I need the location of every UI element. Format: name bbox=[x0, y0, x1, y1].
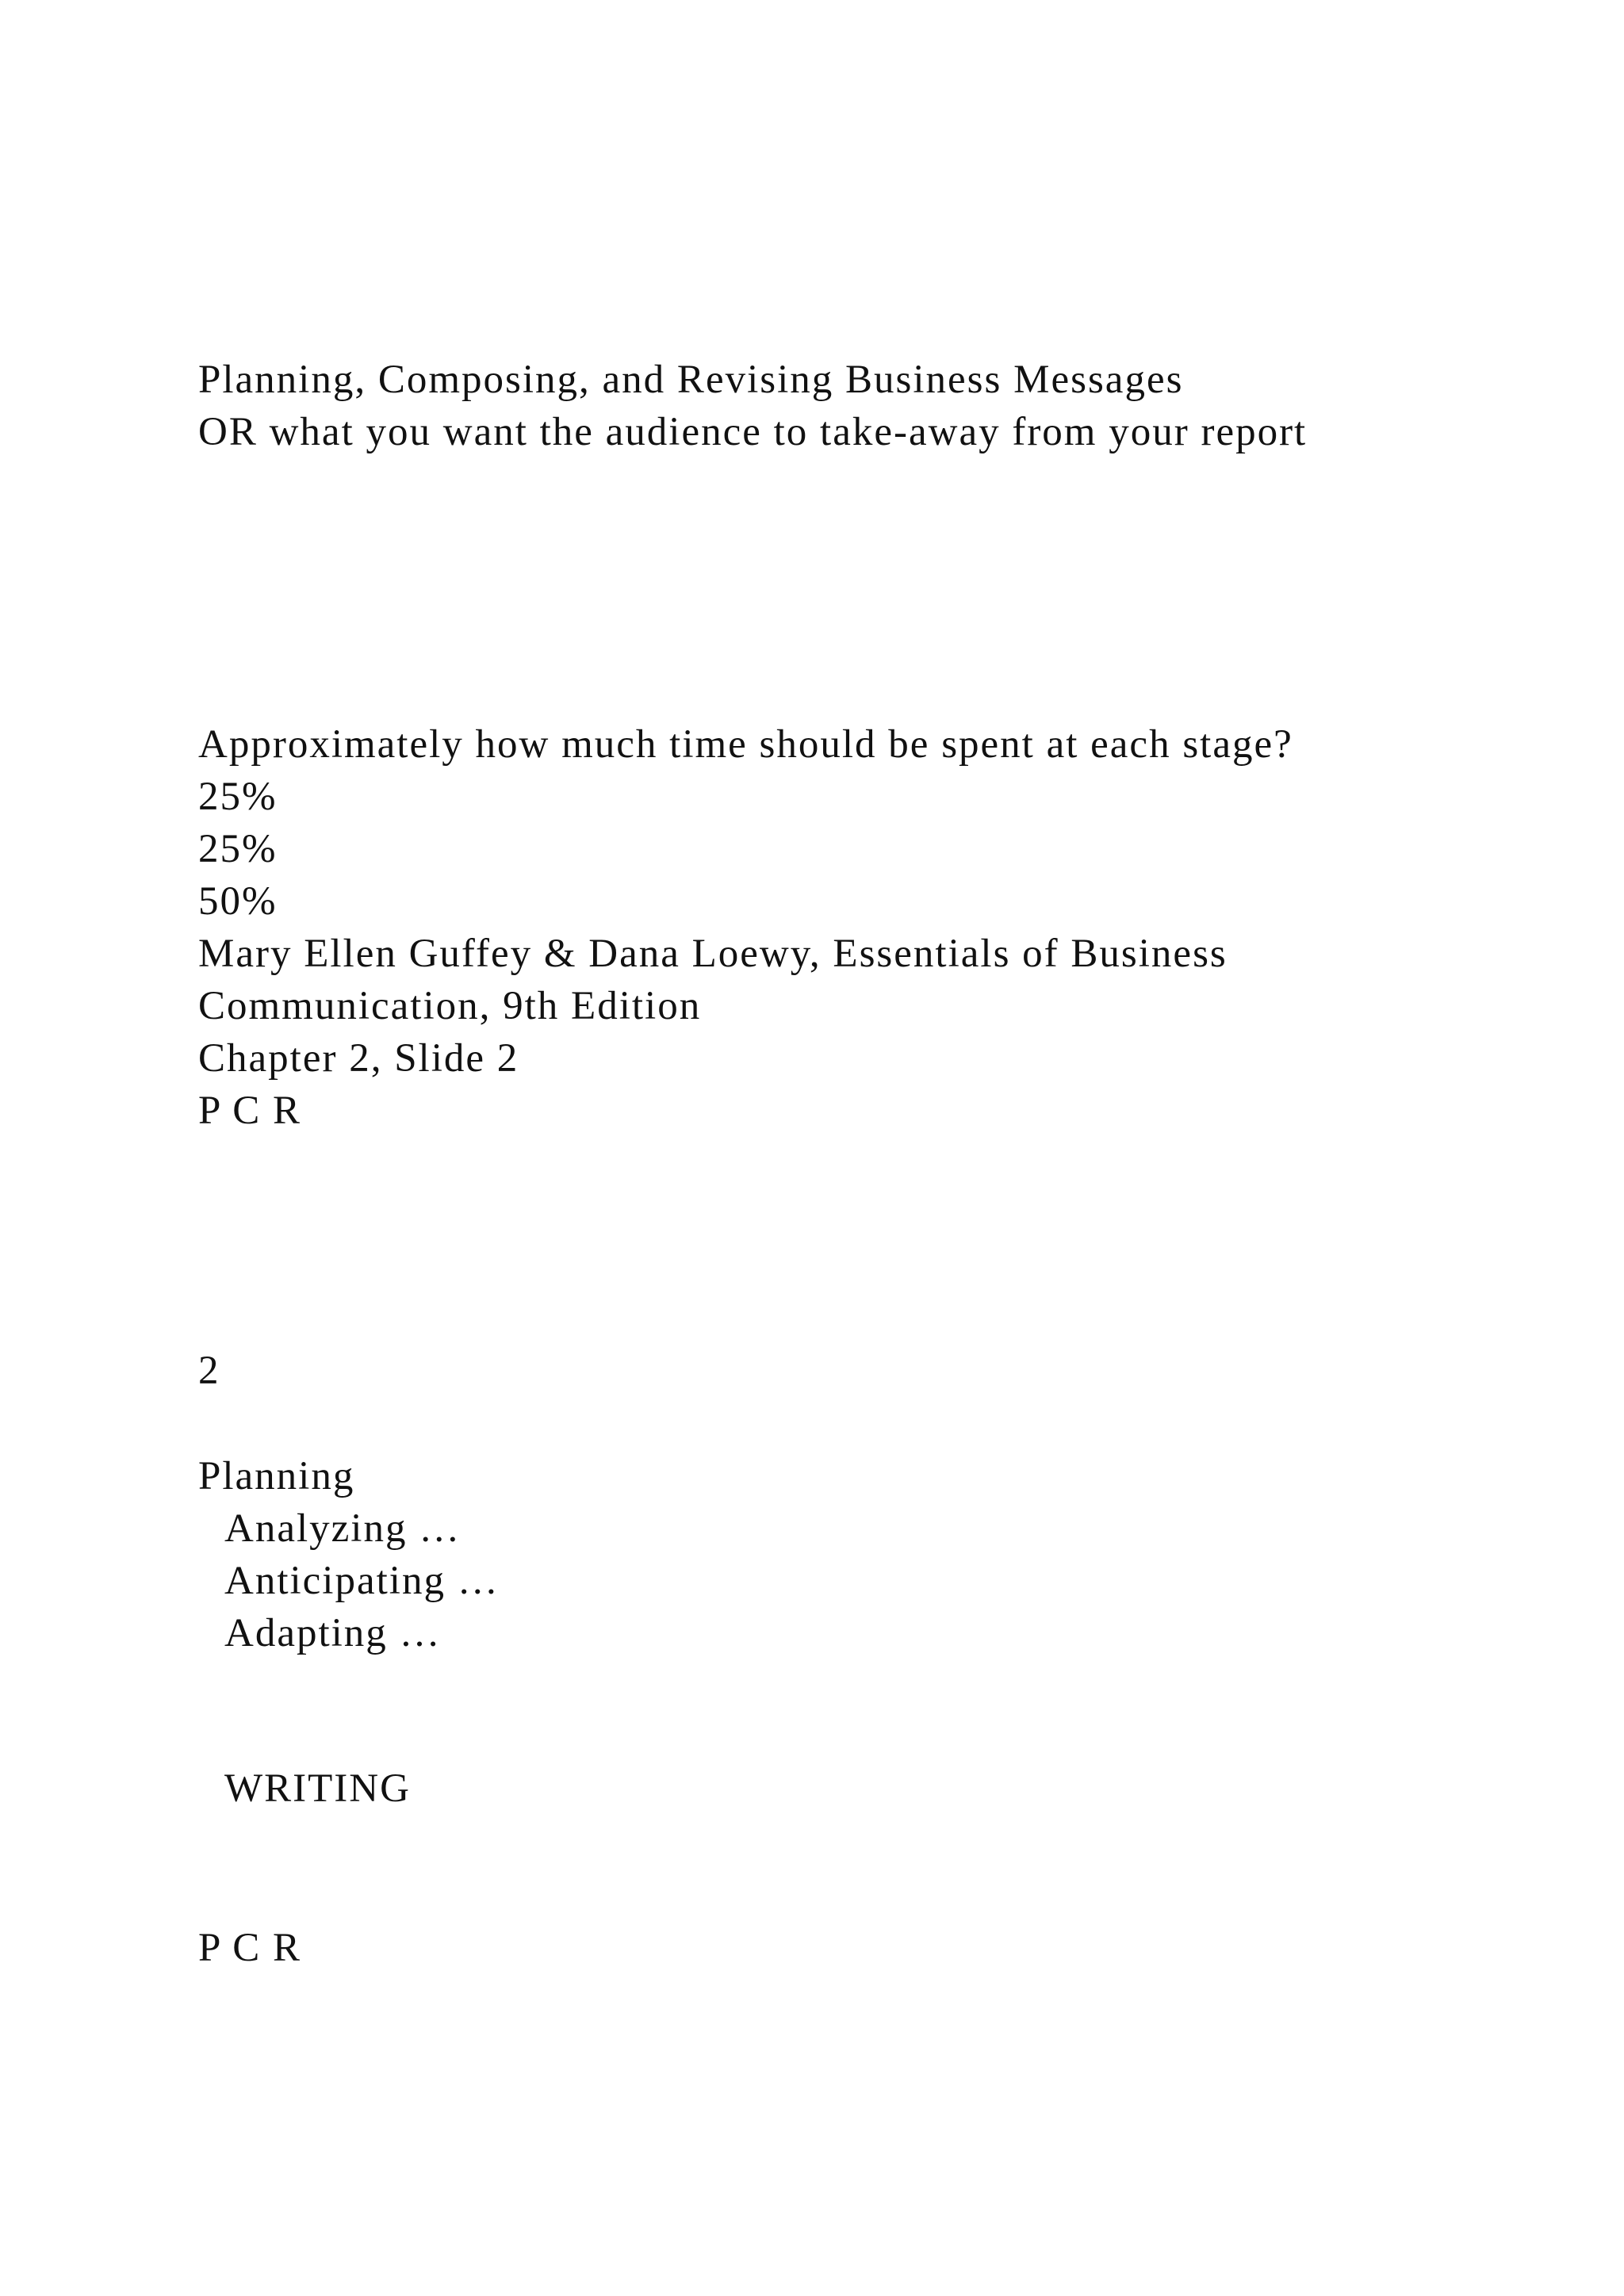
percentage-planning: 25% bbox=[198, 775, 278, 819]
planning-item-adapting: Adapting … bbox=[224, 1611, 442, 1655]
document-subtitle: OR what you want the audience to take-away from your report bbox=[198, 410, 1308, 454]
slide-reference: Chapter 2, Slide 2 bbox=[198, 1036, 519, 1081]
percentage-composing: 25% bbox=[198, 827, 278, 871]
document-title: Planning, Composing, and Revising Business Messages bbox=[198, 358, 1184, 402]
planning-item-analyzing: Analyzing … bbox=[224, 1506, 462, 1551]
citation-line-1: Mary Ellen Guffey & Dana Loewy, Essentials of Business bbox=[198, 932, 1228, 976]
percentage-revising: 50% bbox=[198, 879, 278, 924]
pcr-label-second: P C R bbox=[198, 1926, 302, 1970]
writing-label: WRITING bbox=[224, 1766, 411, 1811]
pcr-label: P C R bbox=[198, 1089, 302, 1133]
page-number: 2 bbox=[198, 1349, 220, 1393]
planning-item-anticipating: Anticipating … bbox=[224, 1559, 500, 1603]
planning-heading: Planning bbox=[198, 1454, 355, 1498]
time-question: Approximately how much time should be spent at each stage? bbox=[198, 722, 1293, 767]
citation-line-2: Communication, 9th Edition bbox=[198, 984, 702, 1028]
